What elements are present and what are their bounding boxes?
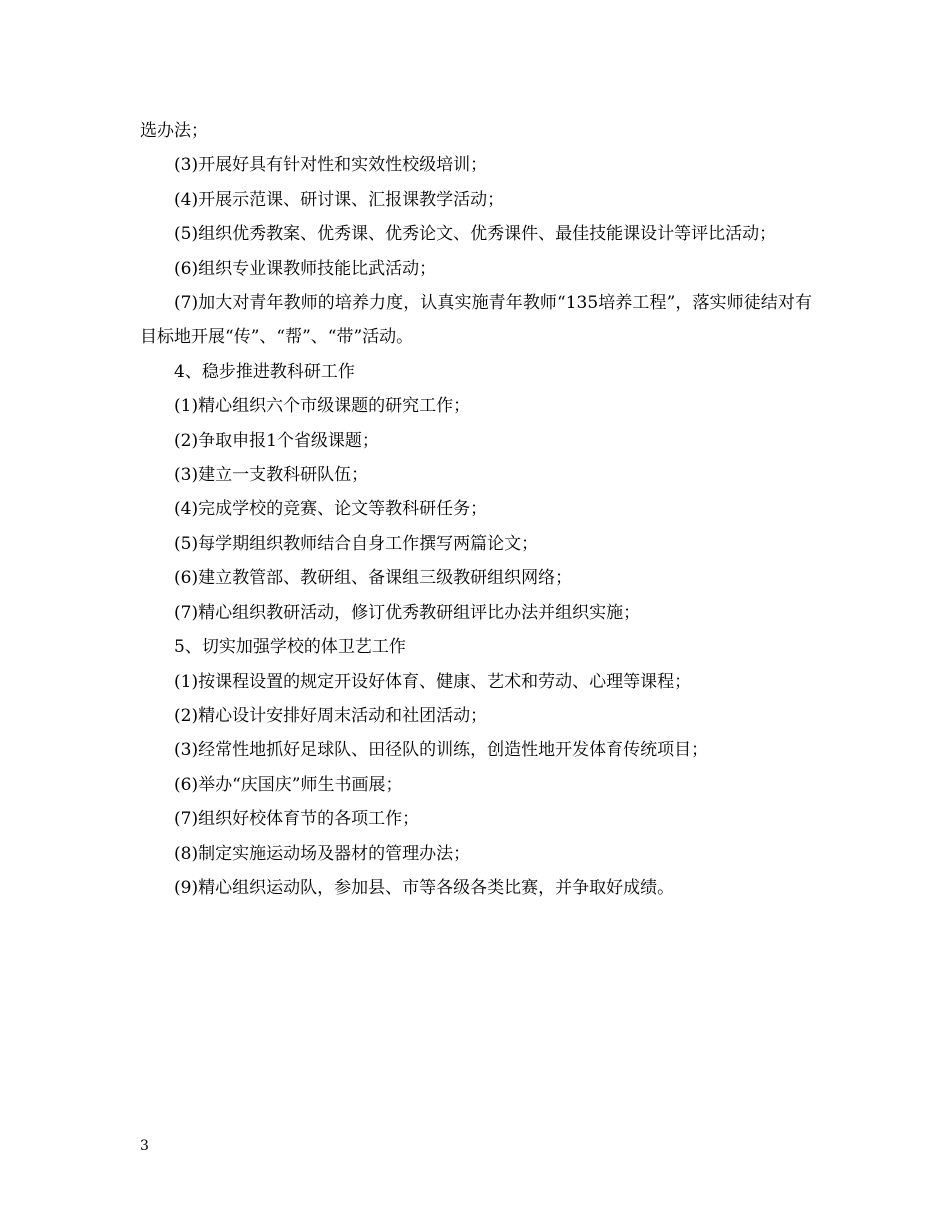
paragraph-item: (1)精心组织六个市级课题的研究工作； [174, 396, 471, 417]
paragraph-item: (5)每学期组织教师结合自身工作撰写两篇论文； [174, 533, 539, 554]
page-number: 3 [140, 1138, 149, 1154]
paragraph-item: (7)组织好校体育节的各项工作； [174, 809, 420, 830]
paragraph-item: (6)建立教管部、教研组、备课组三级教研组织网络； [174, 568, 573, 589]
paragraph-item: (2)精心设计安排好周末活动和社团活动； [174, 705, 488, 726]
paragraph-item: (3)经常性地抓好足球队、田径队的训练，创造性地开发体育传统项目； [174, 740, 709, 761]
paragraph-item: (9)精心组织运动队，参加县、市等各级各类比赛，并争取好成绩。 [174, 877, 675, 898]
paragraph-item: (4)开展示范课、研讨课、汇报课教学活动； [174, 189, 505, 210]
paragraph-item: (2)争取申报1个省级课题； [174, 430, 379, 451]
paragraph-item: (5)组织优秀教案、优秀课、优秀论文、优秀课件、最佳技能课设计等评比活动； [174, 224, 777, 245]
paragraph-item: (6)举办“庆国庆”师生书画展； [174, 774, 403, 795]
paragraph-item: (7)加大对青年教师的培养力度，认真实施青年教师“135培养工程”，落实师徒结对有目标地开展“传”、“帮”、“带”活动。 [140, 293, 812, 348]
paragraph-item: (6)组织专业课教师技能比武活动； [174, 258, 437, 279]
paragraph-item: (3)建立一支教科研队伍； [174, 465, 369, 486]
document-body [140, 114, 812, 905]
paragraph-item: (7)精心组织教研活动，修订优秀教研组评比办法并组织实施； [174, 602, 641, 623]
section-heading: 4、稳步推进教科研工作 [174, 361, 355, 382]
paragraph-item: (1)按课程设置的规定开设好体育、健康、艺术和劳动、心理等课程； [174, 671, 692, 692]
paragraph-continuation: 选办法； [140, 121, 208, 141]
section-heading: 5、切实加强学校的体卫艺工作 [174, 637, 406, 658]
paragraph-item: (3)开展好具有针对性和实效性校级培训； [174, 155, 488, 176]
paragraph-item: (4)完成学校的竞赛、论文等教科研任务； [174, 499, 488, 520]
paragraph-item: (8)制定实施运动场及器材的管理办法； [174, 843, 471, 864]
